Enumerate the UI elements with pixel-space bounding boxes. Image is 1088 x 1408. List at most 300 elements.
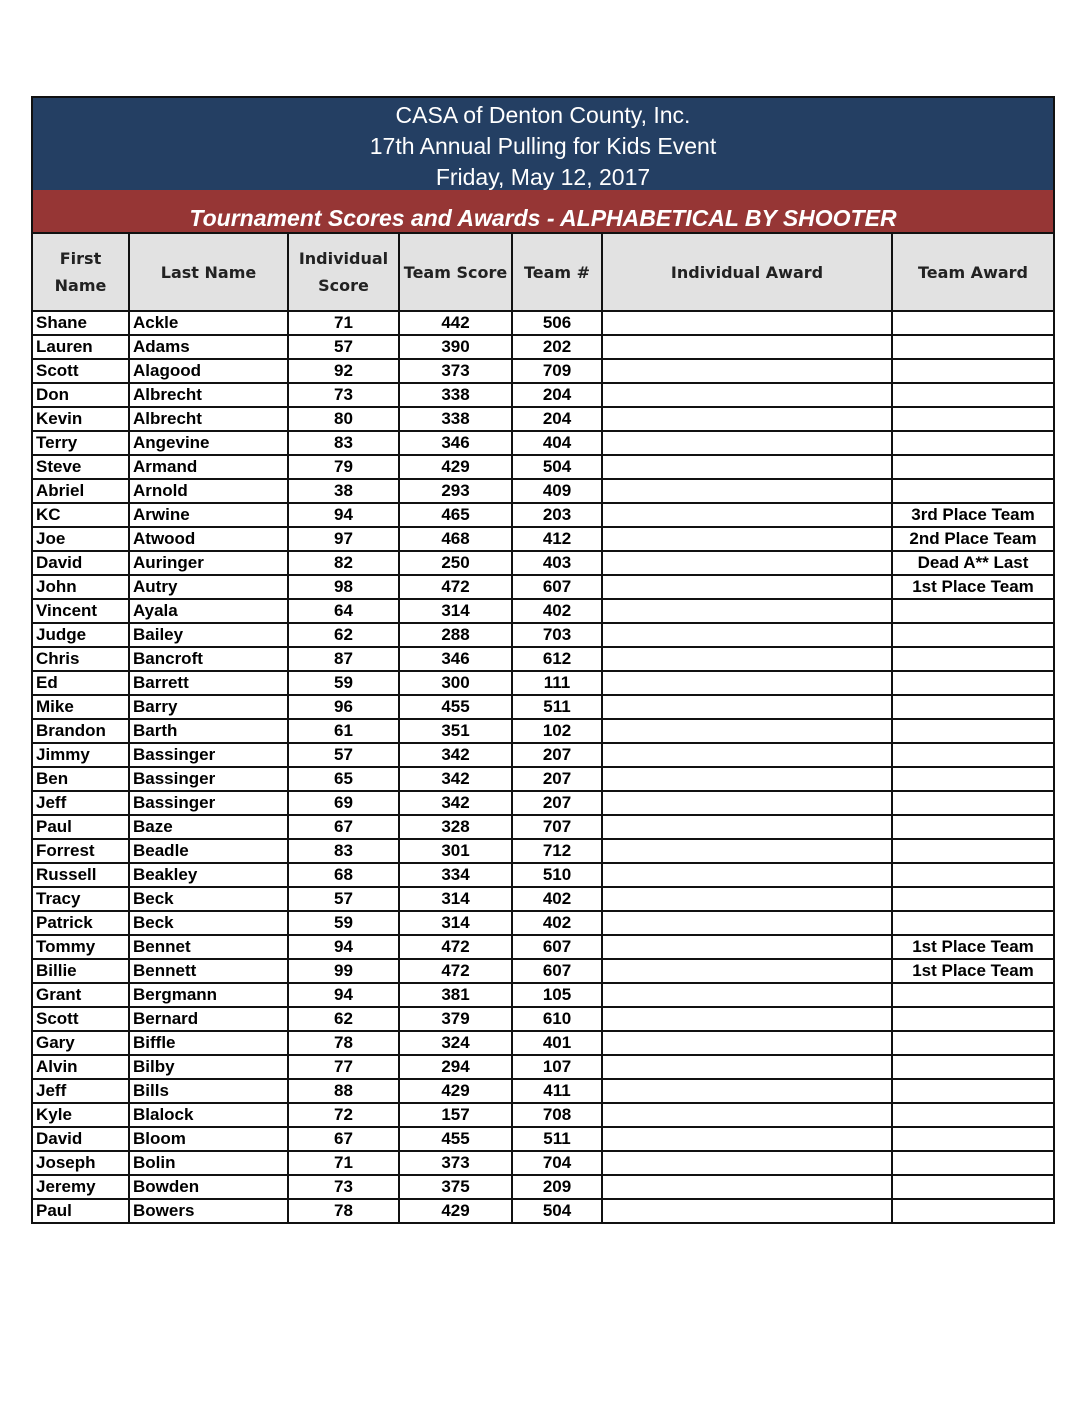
- event-title: 17th Annual Pulling for Kids Event: [369, 133, 717, 159]
- team-award-cell[interactable]: [892, 767, 1053, 791]
- last-name-cell[interactable]: Beck: [129, 887, 288, 911]
- first-name-cell[interactable]: Scott: [33, 359, 129, 383]
- first-name-cell[interactable]: Jeff: [33, 791, 129, 815]
- table-subtitle: Tournament Scores and Awards - ALPHABETICAL BY SHOOTER: [33, 190, 1053, 234]
- first-name-cell[interactable]: Billie: [33, 959, 129, 983]
- individual-award-cell[interactable]: [602, 1175, 892, 1199]
- team-number-cell[interactable]: 708: [512, 1103, 602, 1127]
- individual-score-cell[interactable]: 99: [288, 959, 399, 983]
- first-name-cell[interactable]: Lauren: [33, 335, 129, 359]
- team-score-cell[interactable]: 314: [399, 887, 512, 911]
- team-number-cell[interactable]: 402: [512, 887, 602, 911]
- last-name-cell[interactable]: Bennett: [129, 959, 288, 983]
- individual-score-cell[interactable]: 67: [288, 1127, 399, 1151]
- team-number-cell[interactable]: 612: [512, 647, 602, 671]
- individual-score-cell[interactable]: 80: [288, 407, 399, 431]
- table-row: [33, 647, 1053, 671]
- individual-score-cell[interactable]: 68: [288, 863, 399, 887]
- team-number-cell[interactable]: 607: [512, 935, 602, 959]
- team-award-cell[interactable]: [892, 815, 1053, 839]
- event-date: Friday, May 12, 2017: [435, 164, 651, 190]
- individual-score-cell[interactable]: 88: [288, 1079, 399, 1103]
- team-score-cell[interactable]: 429: [399, 1199, 512, 1222]
- individual-award-cell[interactable]: [602, 359, 892, 383]
- team-award-cell[interactable]: 1st Place Team: [892, 935, 1053, 959]
- team-award-cell[interactable]: [892, 1079, 1053, 1103]
- team-number-cell[interactable]: 506: [512, 311, 602, 335]
- individual-score-cell[interactable]: 59: [288, 911, 399, 935]
- table-row: [33, 311, 1053, 335]
- team-number-cell[interactable]: 207: [512, 767, 602, 791]
- individual-score-cell[interactable]: 71: [288, 311, 399, 335]
- first-name-cell[interactable]: Abriel: [33, 479, 129, 503]
- team-score-cell[interactable]: 455: [399, 1127, 512, 1151]
- last-name-cell[interactable]: Adams: [129, 335, 288, 359]
- last-name-cell[interactable]: Beck: [129, 911, 288, 935]
- last-name-cell[interactable]: Alagood: [129, 359, 288, 383]
- table-row: [33, 935, 1053, 959]
- team-number-cell[interactable]: 111: [512, 671, 602, 695]
- header-row: [33, 234, 1053, 311]
- first-name-cell[interactable]: Paul: [33, 1199, 129, 1222]
- individual-award-cell[interactable]: [602, 719, 892, 743]
- last-name-cell[interactable]: Bancroft: [129, 647, 288, 671]
- individual-score-cell[interactable]: 94: [288, 983, 399, 1007]
- individual-score-cell[interactable]: 78: [288, 1199, 399, 1222]
- individual-score-cell[interactable]: 78: [288, 1031, 399, 1055]
- team-score-cell[interactable]: 301: [399, 839, 512, 863]
- first-name-cell[interactable]: Tommy: [33, 935, 129, 959]
- last-name-cell[interactable]: Barth: [129, 719, 288, 743]
- team-award-cell[interactable]: [892, 1175, 1053, 1199]
- first-name-cell[interactable]: Judge: [33, 623, 129, 647]
- team-award-cell[interactable]: [892, 863, 1053, 887]
- team-number-cell[interactable]: 207: [512, 743, 602, 767]
- team-award-cell[interactable]: [892, 1007, 1053, 1031]
- last-name-cell[interactable]: Bailey: [129, 623, 288, 647]
- last-name-cell[interactable]: Bolin: [129, 1151, 288, 1175]
- first-name-cell[interactable]: Jeff: [33, 1079, 129, 1103]
- team-score-cell[interactable]: 314: [399, 911, 512, 935]
- team-score-cell[interactable]: 294: [399, 1055, 512, 1079]
- last-name-cell[interactable]: Armand: [129, 455, 288, 479]
- first-name-cell[interactable]: Brandon: [33, 719, 129, 743]
- team-number-cell[interactable]: 504: [512, 455, 602, 479]
- individual-score-cell[interactable]: 79: [288, 455, 399, 479]
- individual-award-cell[interactable]: [602, 503, 892, 527]
- table-row: [33, 887, 1053, 911]
- first-name-cell[interactable]: Don: [33, 383, 129, 407]
- individual-award-cell[interactable]: [602, 599, 892, 623]
- team-score-cell[interactable]: 442: [399, 311, 512, 335]
- last-name-cell[interactable]: Autry: [129, 575, 288, 599]
- team-award-cell[interactable]: [892, 839, 1053, 863]
- team-score-cell[interactable]: 429: [399, 1079, 512, 1103]
- team-award-cell[interactable]: 1st Place Team: [892, 959, 1053, 983]
- individual-award-cell[interactable]: [602, 671, 892, 695]
- team-award-cell[interactable]: [892, 1055, 1053, 1079]
- team-score-cell[interactable]: 390: [399, 335, 512, 359]
- individual-score-cell[interactable]: 73: [288, 1175, 399, 1199]
- last-name-cell[interactable]: Bergmann: [129, 983, 288, 1007]
- first-name-cell[interactable]: Chris: [33, 647, 129, 671]
- team-score-cell[interactable]: 288: [399, 623, 512, 647]
- table-row: [33, 1007, 1053, 1031]
- table-row: [33, 815, 1053, 839]
- team-award-cell[interactable]: [892, 695, 1053, 719]
- team-score-cell[interactable]: 342: [399, 767, 512, 791]
- last-name-cell[interactable]: Bassinger: [129, 743, 288, 767]
- individual-award-cell[interactable]: [602, 815, 892, 839]
- first-name-cell[interactable]: Paul: [33, 815, 129, 839]
- team-award-cell[interactable]: [892, 599, 1053, 623]
- team-score-cell[interactable]: 346: [399, 431, 512, 455]
- individual-award-cell[interactable]: [602, 1007, 892, 1031]
- team-award-cell[interactable]: [892, 479, 1053, 503]
- last-name-cell[interactable]: Bloom: [129, 1127, 288, 1151]
- team-award-cell[interactable]: [892, 791, 1053, 815]
- last-name-cell[interactable]: Arnold: [129, 479, 288, 503]
- team-award-cell[interactable]: [892, 407, 1053, 431]
- individual-score-cell[interactable]: 94: [288, 503, 399, 527]
- individual-score-cell[interactable]: 65: [288, 767, 399, 791]
- team-score-cell[interactable]: 472: [399, 959, 512, 983]
- individual-award-cell[interactable]: [602, 863, 892, 887]
- first-name-cell[interactable]: Kyle: [33, 1103, 129, 1127]
- team-number-cell[interactable]: 107: [512, 1055, 602, 1079]
- first-name-cell[interactable]: Terry: [33, 431, 129, 455]
- first-name-cell[interactable]: Ed: [33, 671, 129, 695]
- team-number-cell[interactable]: 105: [512, 983, 602, 1007]
- team-number-cell[interactable]: 511: [512, 695, 602, 719]
- individual-award-cell[interactable]: [602, 767, 892, 791]
- table-row: [33, 719, 1053, 743]
- individual-award-cell[interactable]: [602, 551, 892, 575]
- table-row: [33, 479, 1053, 503]
- individual-award-cell[interactable]: [602, 959, 892, 983]
- team-award-cell[interactable]: [892, 983, 1053, 1007]
- table-row: [33, 743, 1053, 767]
- team-score-cell[interactable]: 379: [399, 1007, 512, 1031]
- individual-award-cell[interactable]: [602, 1055, 892, 1079]
- team-score-cell[interactable]: 351: [399, 719, 512, 743]
- individual-award-cell[interactable]: [602, 983, 892, 1007]
- individual-award-cell[interactable]: [602, 479, 892, 503]
- team-award-cell[interactable]: [892, 455, 1053, 479]
- first-name-cell[interactable]: John: [33, 575, 129, 599]
- individual-award-cell[interactable]: [602, 839, 892, 863]
- first-name-cell[interactable]: Scott: [33, 1007, 129, 1031]
- team-number-cell[interactable]: 204: [512, 407, 602, 431]
- first-name-cell[interactable]: Grant: [33, 983, 129, 1007]
- last-name-cell[interactable]: Bilby: [129, 1055, 288, 1079]
- column-header-last-name[interactable]: Last Name: [129, 234, 288, 311]
- team-score-cell[interactable]: 465: [399, 503, 512, 527]
- table-row: [33, 767, 1053, 791]
- column-header-team-number[interactable]: Team #: [512, 234, 602, 311]
- team-award-cell[interactable]: [892, 623, 1053, 647]
- team-number-cell[interactable]: 511: [512, 1127, 602, 1151]
- individual-award-cell[interactable]: [602, 455, 892, 479]
- individual-award-cell[interactable]: [602, 695, 892, 719]
- first-name-cell[interactable]: KC: [33, 503, 129, 527]
- team-award-cell[interactable]: [892, 1031, 1053, 1055]
- team-number-cell[interactable]: 402: [512, 911, 602, 935]
- column-header-individual-award[interactable]: Individual Award: [602, 234, 892, 311]
- team-number-cell[interactable]: 712: [512, 839, 602, 863]
- title-banner: [33, 98, 1053, 190]
- individual-award-cell[interactable]: [602, 431, 892, 455]
- individual-award-cell[interactable]: [602, 1079, 892, 1103]
- team-number-cell[interactable]: 409: [512, 479, 602, 503]
- team-number-cell[interactable]: 203: [512, 503, 602, 527]
- last-name-cell[interactable]: Baze: [129, 815, 288, 839]
- last-name-cell[interactable]: Albrecht: [129, 383, 288, 407]
- team-score-cell[interactable]: 342: [399, 743, 512, 767]
- individual-score-cell[interactable]: 96: [288, 695, 399, 719]
- team-award-cell[interactable]: [892, 383, 1053, 407]
- team-number-cell[interactable]: 102: [512, 719, 602, 743]
- first-name-cell[interactable]: Shane: [33, 311, 129, 335]
- individual-award-cell[interactable]: [602, 743, 892, 767]
- last-name-cell[interactable]: Ayala: [129, 599, 288, 623]
- table-row: [33, 863, 1053, 887]
- first-name-cell[interactable]: Gary: [33, 1031, 129, 1055]
- team-award-cell[interactable]: [892, 671, 1053, 695]
- individual-score-cell[interactable]: 94: [288, 935, 399, 959]
- team-number-cell[interactable]: 607: [512, 575, 602, 599]
- team-score-cell[interactable]: 455: [399, 695, 512, 719]
- team-score-cell[interactable]: 375: [399, 1175, 512, 1199]
- team-score-cell[interactable]: 300: [399, 671, 512, 695]
- first-name-cell[interactable]: Forrest: [33, 839, 129, 863]
- first-name-cell[interactable]: Patrick: [33, 911, 129, 935]
- first-name-cell[interactable]: David: [33, 551, 129, 575]
- individual-score-cell[interactable]: 82: [288, 551, 399, 575]
- team-number-cell[interactable]: 504: [512, 1199, 602, 1222]
- first-name-cell[interactable]: Mike: [33, 695, 129, 719]
- last-name-cell[interactable]: Bernard: [129, 1007, 288, 1031]
- last-name-cell[interactable]: Arwine: [129, 503, 288, 527]
- individual-award-cell[interactable]: [602, 791, 892, 815]
- individual-score-cell[interactable]: 77: [288, 1055, 399, 1079]
- individual-award-cell[interactable]: [602, 407, 892, 431]
- last-name-cell[interactable]: Barrett: [129, 671, 288, 695]
- last-name-cell[interactable]: Beakley: [129, 863, 288, 887]
- column-header-first-name[interactable]: First Name: [33, 234, 129, 311]
- first-name-cell[interactable]: David: [33, 1127, 129, 1151]
- team-award-cell[interactable]: [892, 1151, 1053, 1175]
- first-name-cell[interactable]: Joe: [33, 527, 129, 551]
- individual-award-cell[interactable]: [602, 887, 892, 911]
- last-name-cell[interactable]: Bassinger: [129, 767, 288, 791]
- individual-award-cell[interactable]: [602, 575, 892, 599]
- individual-score-cell[interactable]: 83: [288, 839, 399, 863]
- individual-award-cell[interactable]: [602, 1199, 892, 1222]
- first-name-cell[interactable]: Steve: [33, 455, 129, 479]
- individual-award-cell[interactable]: [602, 623, 892, 647]
- team-score-cell[interactable]: 324: [399, 1031, 512, 1055]
- team-score-cell[interactable]: 472: [399, 575, 512, 599]
- team-score-cell[interactable]: 342: [399, 791, 512, 815]
- last-name-cell[interactable]: Ackle: [129, 311, 288, 335]
- individual-score-cell[interactable]: 57: [288, 887, 399, 911]
- team-number-cell[interactable]: 202: [512, 335, 602, 359]
- team-score-cell[interactable]: 338: [399, 407, 512, 431]
- last-name-cell[interactable]: Auringer: [129, 551, 288, 575]
- team-number-cell[interactable]: 412: [512, 527, 602, 551]
- table-row: [33, 959, 1053, 983]
- first-name-cell[interactable]: Joseph: [33, 1151, 129, 1175]
- team-number-cell[interactable]: 703: [512, 623, 602, 647]
- team-number-cell[interactable]: 404: [512, 431, 602, 455]
- team-award-cell[interactable]: [892, 719, 1053, 743]
- table-row: [33, 431, 1053, 455]
- individual-award-cell[interactable]: [602, 647, 892, 671]
- individual-score-cell[interactable]: 57: [288, 743, 399, 767]
- last-name-cell[interactable]: Bassinger: [129, 791, 288, 815]
- team-award-cell[interactable]: 2nd Place Team: [892, 527, 1053, 551]
- team-number-cell[interactable]: 707: [512, 815, 602, 839]
- team-number-cell[interactable]: 207: [512, 791, 602, 815]
- team-score-cell[interactable]: 328: [399, 815, 512, 839]
- individual-award-cell[interactable]: [602, 1103, 892, 1127]
- team-award-cell[interactable]: [892, 743, 1053, 767]
- first-name-cell[interactable]: Vincent: [33, 599, 129, 623]
- individual-award-cell[interactable]: [602, 311, 892, 335]
- individual-score-cell[interactable]: 92: [288, 359, 399, 383]
- team-award-cell[interactable]: [892, 1127, 1053, 1151]
- team-number-cell[interactable]: 610: [512, 1007, 602, 1031]
- individual-score-cell[interactable]: 73: [288, 383, 399, 407]
- table-row: [33, 791, 1053, 815]
- individual-award-cell[interactable]: [602, 1127, 892, 1151]
- individual-score-cell[interactable]: 61: [288, 719, 399, 743]
- team-score-cell[interactable]: 157: [399, 1103, 512, 1127]
- team-award-cell[interactable]: [892, 911, 1053, 935]
- team-score-cell[interactable]: 429: [399, 455, 512, 479]
- individual-score-cell[interactable]: 72: [288, 1103, 399, 1127]
- first-name-cell[interactable]: Russell: [33, 863, 129, 887]
- individual-award-cell[interactable]: [602, 527, 892, 551]
- individual-award-cell[interactable]: [602, 1031, 892, 1055]
- column-header-individual-score[interactable]: Individual Score: [288, 234, 399, 311]
- individual-score-cell[interactable]: 38: [288, 479, 399, 503]
- individual-score-cell[interactable]: 69: [288, 791, 399, 815]
- last-name-cell[interactable]: Atwood: [129, 527, 288, 551]
- team-score-cell[interactable]: 472: [399, 935, 512, 959]
- last-name-cell[interactable]: Barry: [129, 695, 288, 719]
- team-award-cell[interactable]: [892, 887, 1053, 911]
- table-row: [33, 1127, 1053, 1151]
- individual-score-cell[interactable]: 64: [288, 599, 399, 623]
- team-award-cell[interactable]: [892, 647, 1053, 671]
- individual-award-cell[interactable]: [602, 1151, 892, 1175]
- team-award-cell[interactable]: 1st Place Team: [892, 575, 1053, 599]
- last-name-cell[interactable]: Bennet: [129, 935, 288, 959]
- first-name-cell[interactable]: Jeremy: [33, 1175, 129, 1199]
- last-name-cell[interactable]: Biffle: [129, 1031, 288, 1055]
- team-award-cell[interactable]: [892, 1199, 1053, 1222]
- last-name-cell[interactable]: Blalock: [129, 1103, 288, 1127]
- scores-table: [33, 234, 1053, 1222]
- individual-score-cell[interactable]: 59: [288, 671, 399, 695]
- team-number-cell[interactable]: 204: [512, 383, 602, 407]
- team-number-cell[interactable]: 403: [512, 551, 602, 575]
- individual-score-cell[interactable]: 62: [288, 1007, 399, 1031]
- first-name-cell[interactable]: Alvin: [33, 1055, 129, 1079]
- table-row: [33, 1199, 1053, 1222]
- team-award-cell[interactable]: [892, 431, 1053, 455]
- table-row: [33, 359, 1053, 383]
- first-name-cell[interactable]: Ben: [33, 767, 129, 791]
- last-name-cell[interactable]: Bills: [129, 1079, 288, 1103]
- last-name-cell[interactable]: Angevine: [129, 431, 288, 455]
- individual-award-cell[interactable]: [602, 383, 892, 407]
- column-header-team-award[interactable]: Team Award: [892, 234, 1053, 311]
- team-number-cell[interactable]: 411: [512, 1079, 602, 1103]
- column-header-team-score[interactable]: Team Score: [399, 234, 512, 311]
- team-number-cell[interactable]: 607: [512, 959, 602, 983]
- table-row: [33, 1055, 1053, 1079]
- last-name-cell[interactable]: Bowden: [129, 1175, 288, 1199]
- individual-score-cell[interactable]: 71: [288, 1151, 399, 1175]
- first-name-cell[interactable]: Tracy: [33, 887, 129, 911]
- team-number-cell[interactable]: 401: [512, 1031, 602, 1055]
- team-number-cell[interactable]: 709: [512, 359, 602, 383]
- team-score-cell[interactable]: 334: [399, 863, 512, 887]
- table-row: [33, 671, 1053, 695]
- individual-score-cell[interactable]: 57: [288, 335, 399, 359]
- team-score-cell[interactable]: 346: [399, 647, 512, 671]
- individual-award-cell[interactable]: [602, 911, 892, 935]
- team-number-cell[interactable]: 510: [512, 863, 602, 887]
- team-score-cell[interactable]: 314: [399, 599, 512, 623]
- individual-score-cell[interactable]: 87: [288, 647, 399, 671]
- team-award-cell[interactable]: [892, 311, 1053, 335]
- team-score-cell[interactable]: 293: [399, 479, 512, 503]
- team-score-cell[interactable]: 373: [399, 1151, 512, 1175]
- team-score-cell[interactable]: 373: [399, 359, 512, 383]
- last-name-cell[interactable]: Albrecht: [129, 407, 288, 431]
- team-number-cell[interactable]: 704: [512, 1151, 602, 1175]
- team-score-cell[interactable]: 250: [399, 551, 512, 575]
- last-name-cell[interactable]: Beadle: [129, 839, 288, 863]
- last-name-cell[interactable]: Bowers: [129, 1199, 288, 1222]
- first-name-cell[interactable]: Jimmy: [33, 743, 129, 767]
- individual-score-cell[interactable]: 83: [288, 431, 399, 455]
- team-award-cell[interactable]: [892, 359, 1053, 383]
- table-row: [33, 983, 1053, 1007]
- team-score-cell[interactable]: 338: [399, 383, 512, 407]
- individual-score-cell[interactable]: 62: [288, 623, 399, 647]
- first-name-cell[interactable]: Kevin: [33, 407, 129, 431]
- team-score-cell[interactable]: 468: [399, 527, 512, 551]
- team-number-cell[interactable]: 209: [512, 1175, 602, 1199]
- table-row: [33, 623, 1053, 647]
- team-score-cell[interactable]: 381: [399, 983, 512, 1007]
- individual-award-cell[interactable]: [602, 935, 892, 959]
- individual-score-cell[interactable]: 67: [288, 815, 399, 839]
- team-award-cell[interactable]: Dead A** Last: [892, 551, 1053, 575]
- team-award-cell[interactable]: [892, 335, 1053, 359]
- team-award-cell[interactable]: [892, 1103, 1053, 1127]
- individual-award-cell[interactable]: [602, 335, 892, 359]
- team-award-cell[interactable]: 3rd Place Team: [892, 503, 1053, 527]
- individual-score-cell[interactable]: 98: [288, 575, 399, 599]
- individual-score-cell[interactable]: 97: [288, 527, 399, 551]
- team-number-cell[interactable]: 402: [512, 599, 602, 623]
